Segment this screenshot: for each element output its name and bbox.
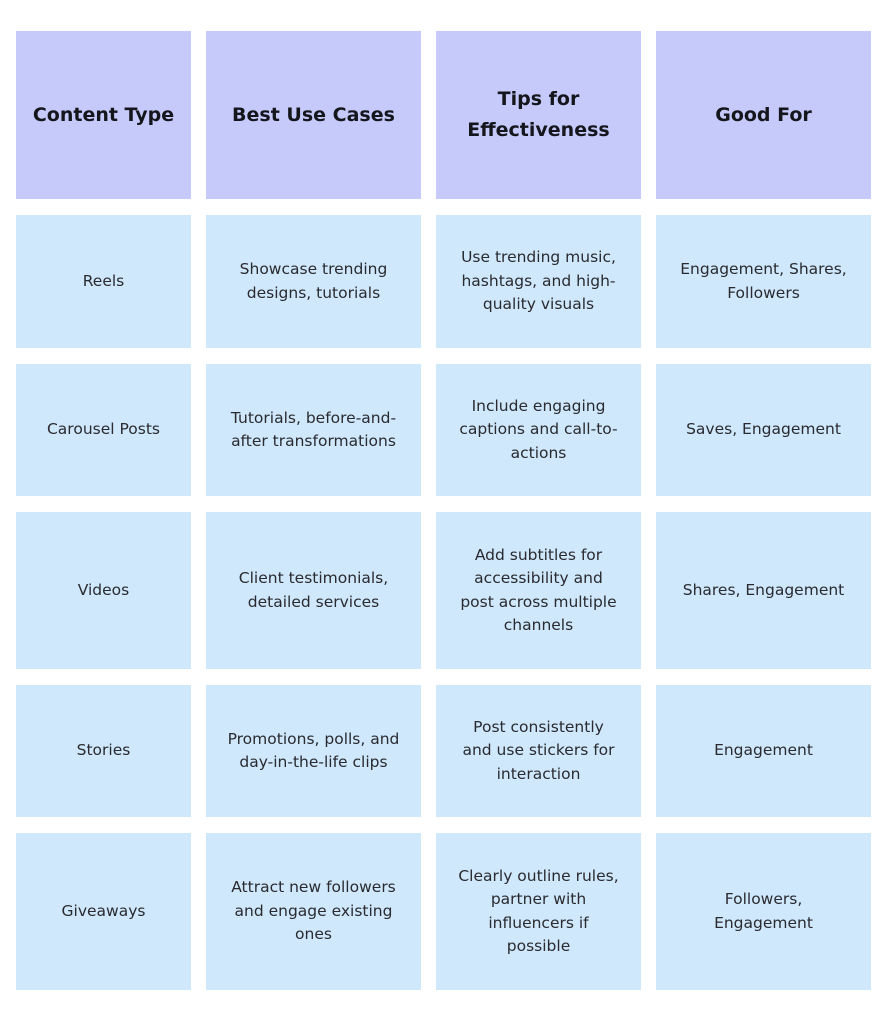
cell-good-for <box>656 364 871 496</box>
cell-content-type <box>16 364 191 496</box>
cell-text: Attract new followers and engage existing ones <box>231 878 396 944</box>
cell-text: Use trending music, hashtags, and high- quality visuals <box>461 248 616 314</box>
cell-best-use-cases <box>206 215 421 348</box>
cell-text: Add subtitles for accessibility and post across multiple channels <box>460 545 617 634</box>
cell-text: Engagement <box>714 741 813 760</box>
cell-tips <box>436 685 641 817</box>
cell-best-use-cases <box>206 833 421 990</box>
cell-text: Stories <box>76 741 131 760</box>
cell-best-use-cases <box>206 512 421 669</box>
cell-text: Carousel Posts <box>46 420 160 439</box>
cell-text: Saves, Engagement <box>686 420 841 439</box>
header-label: Content Type <box>32 103 175 126</box>
cell-tips <box>436 215 641 348</box>
cell-text: Shares, Engagement <box>682 580 845 599</box>
cell-good-for <box>656 685 871 817</box>
cell-text: Videos <box>77 580 130 599</box>
cell-text: Followers, Engagement <box>714 890 813 932</box>
cell-best-use-cases <box>206 685 421 817</box>
header-content-type <box>16 31 191 199</box>
cell-tips <box>436 512 641 669</box>
cell-content-type <box>16 215 191 348</box>
header-best-use-cases <box>206 31 421 199</box>
cell-good-for <box>656 833 871 990</box>
cell-text: Engagement, Shares, Followers <box>680 260 847 302</box>
cell-text: Tutorials, before-and- after transformations <box>230 408 397 450</box>
cell-tips <box>436 833 641 990</box>
cell-content-type <box>16 512 191 669</box>
cell-content-type <box>16 685 191 817</box>
cell-best-use-cases <box>206 364 421 496</box>
header-label: Best Use Cases <box>232 103 395 126</box>
cell-text: Reels <box>82 271 125 290</box>
header-tips-for-effectiveness <box>436 31 641 199</box>
cell-tips <box>436 364 641 496</box>
cell-text: Clearly outline rules, partner with influencers if possible <box>458 866 619 955</box>
cell-content-type <box>16 833 191 990</box>
header-label: Tips for Effectiveness <box>467 88 610 141</box>
cell-good-for <box>656 215 871 348</box>
cell-text: Client testimonials, detailed services <box>238 569 389 611</box>
cell-text: Promotions, polls, and day-in-the-life clips <box>227 729 400 771</box>
cell-text: Giveaways <box>61 901 146 920</box>
header-good-for <box>656 31 871 199</box>
cell-text: Post consistently and use stickers for interaction <box>462 717 615 783</box>
cell-text: Include engaging captions and call-to- actions <box>459 396 618 462</box>
header-label: Good For <box>715 103 812 126</box>
cell-good-for <box>656 512 871 669</box>
cell-text: Showcase trending designs, tutorials <box>239 260 388 302</box>
